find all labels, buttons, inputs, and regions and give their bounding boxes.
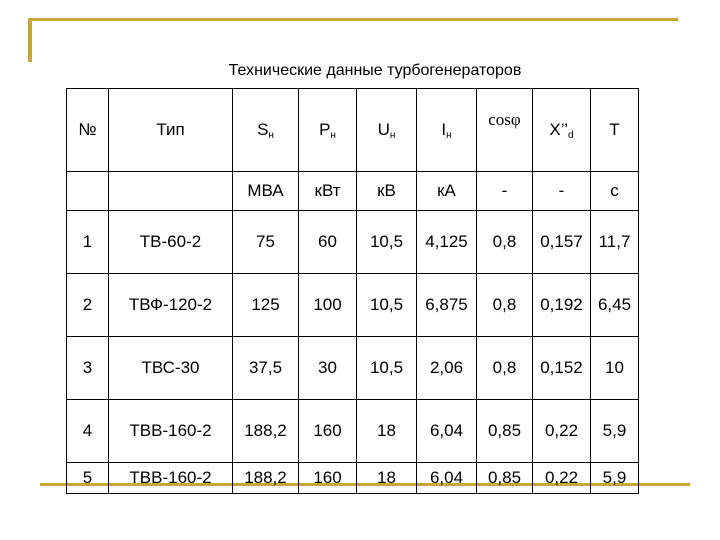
table-cell: 18 bbox=[357, 463, 417, 494]
unit-cell: кВт bbox=[299, 172, 357, 211]
table-cell: 0,8 bbox=[477, 274, 533, 337]
table-cell: 0,85 bbox=[477, 463, 533, 494]
table-cell: 5,9 bbox=[591, 400, 639, 463]
header-cell-cosphi: cosφ bbox=[477, 89, 533, 172]
unit-cell bbox=[67, 172, 109, 211]
table-cell: 2,06 bbox=[417, 337, 477, 400]
table-cell: 30 bbox=[299, 337, 357, 400]
header-cell-i: $I_н$ bbox=[417, 89, 477, 172]
table-cell: ТВВ-160-2 bbox=[109, 400, 233, 463]
table-cell: 5,9 bbox=[591, 463, 639, 494]
header-cell-t: T bbox=[591, 89, 639, 172]
table-cell: 6,45 bbox=[591, 274, 639, 337]
header-cell-type: Тип bbox=[109, 89, 233, 172]
table-cell: 4,125 bbox=[417, 211, 477, 274]
units-row bbox=[67, 172, 639, 211]
table-cell: ТВС-30 bbox=[109, 337, 233, 400]
table-row bbox=[67, 274, 639, 337]
table-cell: ТВФ-120-2 bbox=[109, 274, 233, 337]
table-cell: 6,04 bbox=[417, 400, 477, 463]
table-cell: 0,8 bbox=[477, 337, 533, 400]
table-cell: 160 bbox=[299, 463, 357, 494]
table-row bbox=[67, 463, 639, 494]
table-cell: 5 bbox=[67, 463, 109, 494]
decorative-left-line bbox=[28, 18, 32, 62]
table-row bbox=[67, 400, 639, 463]
unit-cell: - bbox=[477, 172, 533, 211]
table-cell: 0,152 bbox=[533, 337, 591, 400]
unit-cell bbox=[109, 172, 233, 211]
table-cell: 100 bbox=[299, 274, 357, 337]
header-cell-xd: $X’’_d$ bbox=[533, 89, 591, 172]
header-cell-u: $U_н$ bbox=[357, 89, 417, 172]
unit-cell: кА bbox=[417, 172, 477, 211]
unit-cell: МВА bbox=[233, 172, 299, 211]
header-cell-p: $Р_н$ bbox=[299, 89, 357, 172]
table-cell: 10,5 bbox=[357, 211, 417, 274]
table-cell: 10 bbox=[591, 337, 639, 400]
table-cell: 11,7 bbox=[591, 211, 639, 274]
header-cell-s: $S_н$ bbox=[233, 89, 299, 172]
header-cell-number: № bbox=[67, 89, 109, 172]
table-cell: 4 bbox=[67, 400, 109, 463]
table-cell: 188,2 bbox=[233, 400, 299, 463]
table-cell: 2 bbox=[67, 274, 109, 337]
header-row bbox=[67, 89, 639, 172]
table-cell: 1 bbox=[67, 211, 109, 274]
table-row bbox=[67, 211, 639, 274]
table-cell: 10,5 bbox=[357, 337, 417, 400]
table-cell: ТВВ-160-2 bbox=[109, 463, 233, 494]
unit-cell: с bbox=[591, 172, 639, 211]
turbogenerator-table bbox=[66, 88, 639, 494]
table-cell: 6,875 bbox=[417, 274, 477, 337]
table-cell: ТВ-60-2 bbox=[109, 211, 233, 274]
table-cell: 37,5 bbox=[233, 337, 299, 400]
decorative-top-line bbox=[28, 18, 678, 21]
table-row bbox=[67, 337, 639, 400]
unit-cell: - bbox=[533, 172, 591, 211]
table-cell: 6,04 bbox=[417, 463, 477, 494]
table-cell: 125 bbox=[233, 274, 299, 337]
table-cell: 60 bbox=[299, 211, 357, 274]
table-cell: 75 bbox=[233, 211, 299, 274]
table-cell: 18 bbox=[357, 400, 417, 463]
table-cell: 188,2 bbox=[233, 463, 299, 494]
table-cell: 0,8 bbox=[477, 211, 533, 274]
table-cell: 3 bbox=[67, 337, 109, 400]
table-cell: 0,157 bbox=[533, 211, 591, 274]
table-cell: 0,192 bbox=[533, 274, 591, 337]
unit-cell: кВ bbox=[357, 172, 417, 211]
table-cell: 0,85 bbox=[477, 400, 533, 463]
table-title: Технические данные турбогенераторов bbox=[228, 62, 522, 79]
table-cell: 160 bbox=[299, 400, 357, 463]
table-cell: 0,22 bbox=[533, 463, 591, 494]
table-cell: 0,22 bbox=[533, 400, 591, 463]
table-cell: 10,5 bbox=[357, 274, 417, 337]
